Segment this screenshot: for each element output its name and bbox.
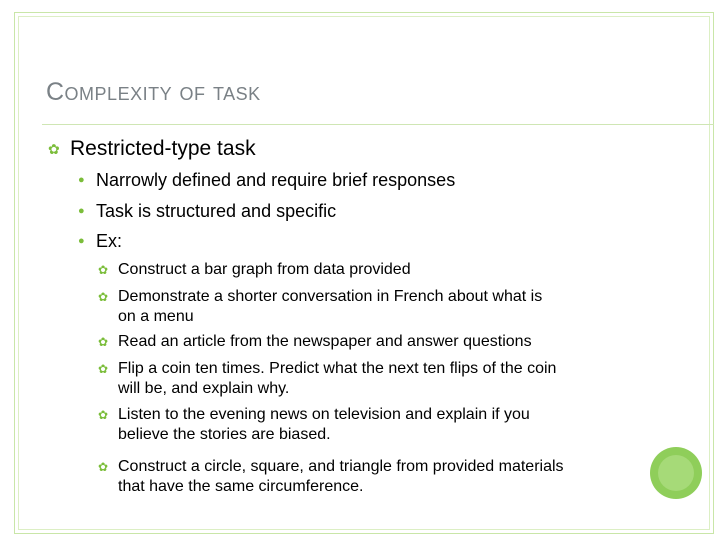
example-text-continued: will be, and explain why. xyxy=(118,380,290,397)
example-text-continued: believe the stories are biased. xyxy=(118,426,331,443)
example-item xyxy=(98,332,532,352)
slide-title: Complexity of task xyxy=(46,78,261,106)
example-item xyxy=(98,287,542,327)
level2-text: Ex: xyxy=(96,231,123,251)
title-divider xyxy=(42,124,714,125)
flower-bullet-icon: ✿ xyxy=(98,290,109,304)
flower-bullet-icon: ✿ xyxy=(98,408,109,422)
example-text: Demonstrate a shorter conversation in French about what is xyxy=(118,288,543,305)
level2-item xyxy=(78,200,336,222)
dot-bullet-icon: ● xyxy=(78,205,85,217)
flower-bullet-icon: ✿ xyxy=(98,362,109,376)
flower-bullet-icon: ✿ xyxy=(98,263,109,277)
example-text-continued: that have the same circumference. xyxy=(118,478,364,495)
example-text: Construct a circle, square, and triangle from provided materials xyxy=(118,458,564,475)
example-text: Flip a coin ten times. Predict what the next ten flips of the coin xyxy=(118,360,557,377)
flower-bullet-icon: ✿ xyxy=(48,141,60,157)
example-item xyxy=(98,457,564,497)
example-item xyxy=(98,405,530,445)
example-item xyxy=(98,359,556,399)
level2-item xyxy=(78,169,455,191)
example-text: Listen to the evening news on television and explain if you xyxy=(118,406,530,423)
dot-bullet-icon: ● xyxy=(78,174,85,186)
flower-bullet-icon: ✿ xyxy=(98,460,109,474)
example-text-continued: on a menu xyxy=(118,308,194,325)
level2-text: Narrowly defined and require brief responses xyxy=(96,170,456,190)
level1-item xyxy=(48,137,256,161)
decorative-circle-inner xyxy=(658,455,694,491)
example-text: Read an article from the newspaper and answer questions xyxy=(118,333,532,350)
example-item xyxy=(98,260,411,280)
level1-text: Restricted-type task xyxy=(70,137,256,160)
dot-bullet-icon: ● xyxy=(78,235,85,247)
flower-bullet-icon: ✿ xyxy=(98,335,109,349)
example-text: Construct a bar graph from data provided xyxy=(118,261,411,278)
level2-item xyxy=(78,230,122,252)
level2-text: Task is structured and specific xyxy=(96,201,337,221)
